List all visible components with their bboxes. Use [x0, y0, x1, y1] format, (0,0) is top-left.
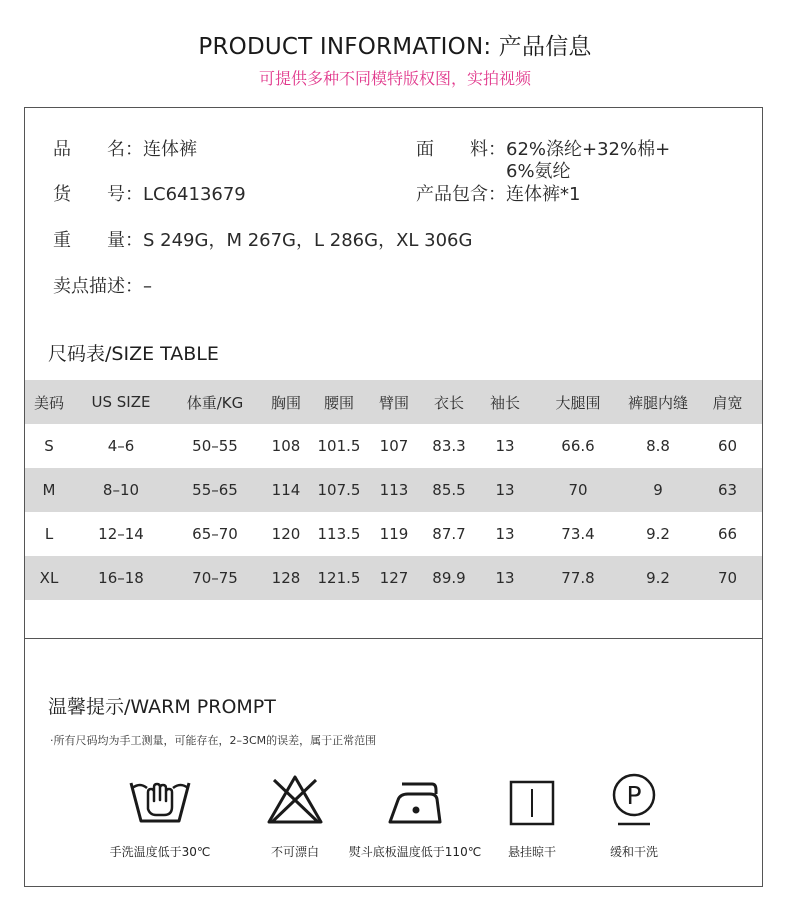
- iron-icon: [386, 780, 444, 826]
- table-cell: S: [44, 437, 54, 455]
- header-cell: 胸围: [270, 393, 301, 412]
- dry-clean-icon: [610, 771, 658, 829]
- fabric-label: 面 料：: [416, 139, 506, 160]
- info-name: [53, 139, 197, 161]
- table-cell: 101.5: [317, 437, 361, 455]
- table-cell: 13: [495, 481, 515, 499]
- table-cell: 127: [379, 569, 409, 587]
- table-cell: 128: [271, 569, 301, 587]
- table-cell: L: [44, 525, 54, 543]
- fabric-value-line2: 6%氨纶: [506, 161, 571, 182]
- sku-value: LC6413679: [143, 184, 246, 205]
- name-label: 品 名：: [53, 139, 143, 160]
- no-bleach-icon: [266, 774, 324, 826]
- table-cell: 113.5: [317, 525, 361, 543]
- header-cell: 大腿围: [555, 393, 601, 412]
- table-cell: 50–55: [192, 437, 238, 455]
- table-cell: 8.8: [646, 437, 670, 455]
- table-cell: 107.5: [317, 481, 361, 499]
- table-cell: 77.8: [561, 569, 595, 587]
- table-cell: 108: [271, 437, 301, 455]
- header-cell: 裤腿内缝: [627, 393, 688, 412]
- header-cell: 袖长: [489, 393, 520, 412]
- table-cell: 16–18: [98, 569, 144, 587]
- table-cell: 120: [271, 525, 301, 543]
- table-cell: 119: [379, 525, 409, 543]
- table-cell: 114: [271, 481, 301, 499]
- info-fabric: [416, 139, 670, 183]
- size-table-title: 尺码表/SIZE TABLE: [48, 343, 219, 365]
- table-cell: 121.5: [317, 569, 361, 587]
- table-cell: 12–14: [98, 525, 144, 543]
- table-row: [25, 424, 762, 468]
- header-cell: 衣长: [433, 393, 464, 412]
- table-cell: 60: [717, 437, 738, 455]
- header-cell: 臂围: [378, 393, 409, 412]
- table-cell: XL: [39, 569, 59, 587]
- page-subtitle: 可提供多种不同模特版权图，实拍视频: [258, 69, 531, 88]
- fabric-value: [506, 139, 670, 183]
- name-value: 连体裤: [143, 139, 197, 160]
- table-cell: 13: [495, 525, 515, 543]
- fabric-value-line1: 62%涤纶+32%棉+: [506, 139, 671, 160]
- table-cell: 65–70: [192, 525, 238, 543]
- table-cell: 85.5: [432, 481, 466, 499]
- package-value: 连体裤*1: [506, 184, 581, 205]
- weight-label: 重 量：: [53, 230, 143, 251]
- table-cell: 13: [495, 437, 515, 455]
- table-row: [25, 468, 762, 512]
- header-cell: 体重/KG: [186, 393, 244, 412]
- care-label: 悬挂晾干: [507, 845, 556, 859]
- table-cell: 9.2: [646, 525, 670, 543]
- care-label: 熨斗底板温度低于110℃: [348, 845, 482, 859]
- selling-value: –: [143, 276, 152, 297]
- header-cell: 腰围: [323, 393, 354, 412]
- page-title: PRODUCT INFORMATION: 产品信息: [198, 34, 592, 60]
- sku-label: 货 号：: [53, 184, 143, 205]
- info-selling: [53, 276, 152, 298]
- hand-wash-icon: [128, 775, 192, 827]
- table-cell: 9: [653, 481, 663, 499]
- care-label: 手洗温度低于30℃: [109, 845, 211, 859]
- prompt-note: ·所有尺码均为手工测量，可能存在，2–3CM的误差，属于正常范围: [50, 734, 377, 747]
- info-package: [416, 184, 580, 206]
- package-label: 产品包含：: [416, 184, 506, 205]
- table-cell: 8–10: [102, 481, 140, 499]
- size-table: [25, 380, 762, 600]
- selling-label: 卖点描述：: [53, 276, 143, 297]
- table-cell: 63: [717, 481, 738, 499]
- table-cell: 55–65: [192, 481, 238, 499]
- table-cell: 66.6: [561, 437, 595, 455]
- table-cell: 89.9: [432, 569, 466, 587]
- info-sku: [53, 184, 246, 206]
- info-weight: [53, 230, 472, 252]
- line-dry-icon: [509, 780, 555, 826]
- table-cell: 113: [379, 481, 409, 499]
- care-label: 缓和干洗: [609, 845, 658, 859]
- size-table-header: [25, 380, 762, 424]
- header-cell: 肩宽: [712, 393, 743, 412]
- header-cell: US SIZE: [91, 393, 151, 411]
- table-row: [25, 512, 762, 556]
- table-cell: M: [42, 481, 56, 499]
- table-cell: 9.2: [646, 569, 670, 587]
- table-cell: 70–75: [192, 569, 238, 587]
- header-cell: 美码: [33, 393, 64, 412]
- table-cell: 70: [717, 569, 738, 587]
- table-cell: 70: [568, 481, 588, 499]
- table-cell: 4–6: [107, 437, 135, 455]
- section-divider: [25, 638, 762, 639]
- table-cell: 73.4: [561, 525, 595, 543]
- weight-value: S 249G，M 267G，L 286G，XL 306G: [143, 230, 473, 251]
- table-cell: 13: [495, 569, 515, 587]
- svg-text:P: P: [626, 781, 642, 810]
- table-cell: 83.3: [432, 437, 466, 455]
- table-cell: 87.7: [432, 525, 466, 543]
- table-cell: 66: [717, 525, 738, 543]
- table-row: [25, 556, 762, 600]
- table-cell: 107: [379, 437, 409, 455]
- care-label: 不可漂白: [270, 845, 319, 859]
- prompt-title: 温馨提示/WARM PROMPT: [48, 696, 276, 718]
